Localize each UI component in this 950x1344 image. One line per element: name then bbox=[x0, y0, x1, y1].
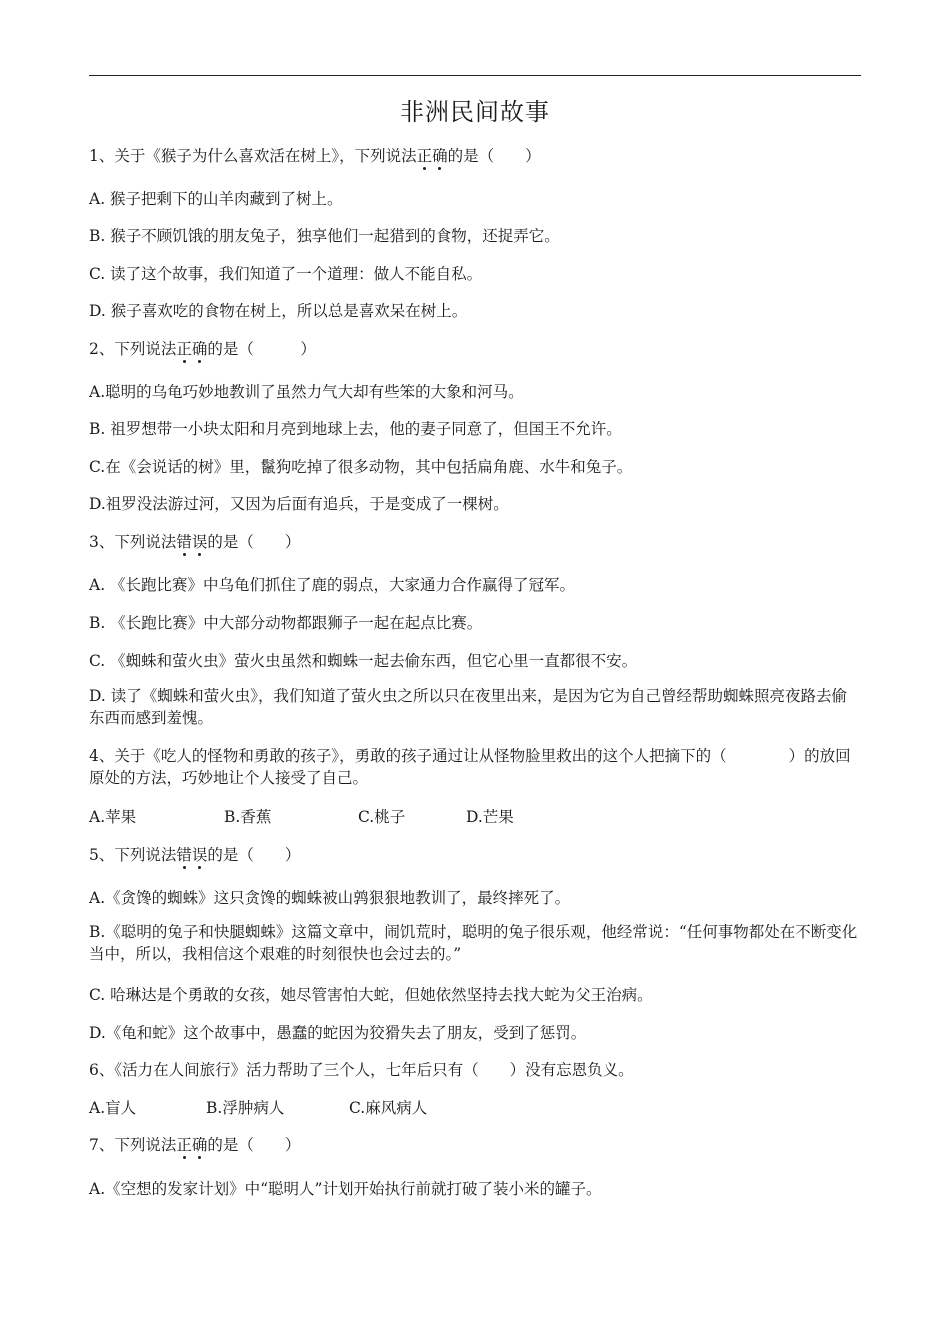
question-2-option-c: C.在《会说话的树》里，鬣狗吃掉了很多动物，其中包括扁角鹿、水牛和兔子。 bbox=[89, 458, 633, 476]
emphasis-word bbox=[176, 1136, 207, 1154]
stem-text: 的是（ ） bbox=[207, 846, 301, 864]
emphasis-word bbox=[176, 846, 207, 864]
question-7-option-a: A.《空想的发家计划》中“聪明人”计划开始执行前就打破了装小米的罐子。 bbox=[89, 1180, 602, 1198]
emphasis-char: 正 bbox=[416, 147, 433, 165]
question-6-option-c: C.麻风病人 bbox=[349, 1099, 428, 1117]
stem-text: 5、下列说法 bbox=[89, 846, 177, 864]
question-1-option-d: D. 猴子喜欢吃的食物在树上，所以总是喜欢呆在树上。 bbox=[89, 302, 468, 320]
question-4-stem: 4、关于《吃人的怪物和勇敢的孩子》，勇敢的孩子通过让从怪物脸里救出的这个人把摘下的（ ）的放回原处的方法，巧妙地让个人接受了自己。 bbox=[89, 747, 851, 787]
question-1-stem bbox=[89, 144, 541, 166]
stem-text: 1、关于《猴子为什么喜欢活在树上》，下列说法 bbox=[89, 147, 417, 165]
question-3-option-b: B. 《长跑比赛》中大部分动物都跟狮子一起在起点比赛。 bbox=[89, 614, 483, 632]
emphasis-char: 确 bbox=[191, 1136, 208, 1154]
page-title: 非洲民间故事 bbox=[400, 98, 550, 126]
question-6-option-a: A.盲人 bbox=[89, 1099, 137, 1117]
question-5-option-a: A.《贪馋的蜘蛛》这只贪馋的蜘蛛被山鹑狠狠地教训了，最终摔死了。 bbox=[89, 889, 571, 907]
emphasis-word bbox=[417, 147, 448, 165]
stem-text: 3、下列说法 bbox=[89, 533, 177, 551]
question-5-option-d: D.《龟和蛇》这个故事中，愚蠢的蛇因为狡猾失去了朋友，受到了惩罚。 bbox=[89, 1024, 587, 1042]
question-3-option-a: A. 《长跑比赛》中乌龟们抓住了鹿的弱点，大家通力合作赢得了冠军。 bbox=[89, 576, 576, 594]
question-4-option-c: C.桃子 bbox=[358, 808, 406, 826]
emphasis-char: 错 bbox=[176, 533, 192, 551]
question-4-option-d: D.芒果 bbox=[466, 808, 514, 826]
question-2-option-d: D.祖罗没法游过河，又因为后面有追兵，于是变成了一棵树。 bbox=[89, 495, 509, 513]
question-3-option-c: C. 《蜘蛛和萤火虫》萤火虫虽然和蜘蛛一起去偷东西，但它心里一直都很不安。 bbox=[89, 652, 638, 670]
question-1-option-b: B. 猴子不顾饥饿的朋友兔子，独享他们一起猎到的食物，还捉弄它。 bbox=[89, 227, 560, 245]
question-3-stem bbox=[89, 530, 300, 552]
stem-text: 的是（ ） bbox=[207, 340, 316, 358]
emphasis-char: 正 bbox=[176, 340, 192, 358]
question-3-option-d: D. 读了《蜘蛛和萤火虫》，我们知道了萤火虫之所以只在夜里出来，是因为它为自己曾经帮助蜘蛛照亮夜路去偷东西而感到羞愧。 bbox=[89, 687, 847, 727]
emphasis-char: 错 bbox=[176, 846, 192, 864]
emphasis-word bbox=[176, 340, 207, 358]
question-6-option-b: B.浮肿病人 bbox=[206, 1099, 285, 1117]
question-2-stem bbox=[89, 337, 316, 359]
stem-text: 的是（ ） bbox=[447, 147, 541, 165]
stem-text: 的是（ ） bbox=[207, 533, 301, 551]
question-2-option-a: A.聪明的乌龟巧妙地教训了虽然力气大却有些笨的大象和河马。 bbox=[89, 383, 524, 401]
emphasis-char: 误 bbox=[191, 533, 208, 551]
stem-text: 7、下列说法 bbox=[89, 1136, 177, 1154]
question-5-option-c: C. 哈琳达是个勇敢的女孩，她尽管害怕大蛇，但她依然坚持去找大蛇为父王治病。 bbox=[89, 986, 653, 1004]
emphasis-char: 误 bbox=[191, 846, 208, 864]
question-1-option-a: A. 猴子把剩下的山羊肉藏到了树上。 bbox=[89, 190, 343, 208]
question-4-option-b: B.香蕉 bbox=[224, 808, 272, 826]
question-2-option-b: B. 祖罗想带一小块太阳和月亮到地球上去，他的妻子同意了，但国王不允许。 bbox=[89, 420, 622, 438]
emphasis-word bbox=[176, 533, 207, 551]
stem-text: 的是（ ） bbox=[207, 1136, 301, 1154]
emphasis-char: 确 bbox=[191, 340, 208, 358]
question-5-stem bbox=[89, 843, 300, 865]
emphasis-char: 正 bbox=[176, 1136, 192, 1154]
header-rule bbox=[89, 75, 861, 76]
question-4-option-a: A.苹果 bbox=[89, 808, 137, 826]
question-7-stem bbox=[89, 1133, 300, 1155]
question-1-option-c: C. 读了这个故事，我们知道了一个道理：做人不能自私。 bbox=[89, 265, 483, 283]
stem-text: 2、下列说法 bbox=[89, 340, 177, 358]
question-5-option-b: B.《聪明的兔子和快腿蜘蛛》这篇文章中，闹饥荒时，聪明的兔子很乐观，他经常说：“任何事物都处在不断变化当中，所以，我相信这个艰难的时刻很快也会过去的。” bbox=[89, 923, 858, 963]
question-6-stem: 6、《活力在人间旅行》活力帮助了三个人，七年后只有（ ）没有忘恩负义。 bbox=[89, 1061, 634, 1079]
emphasis-char: 确 bbox=[432, 147, 448, 165]
